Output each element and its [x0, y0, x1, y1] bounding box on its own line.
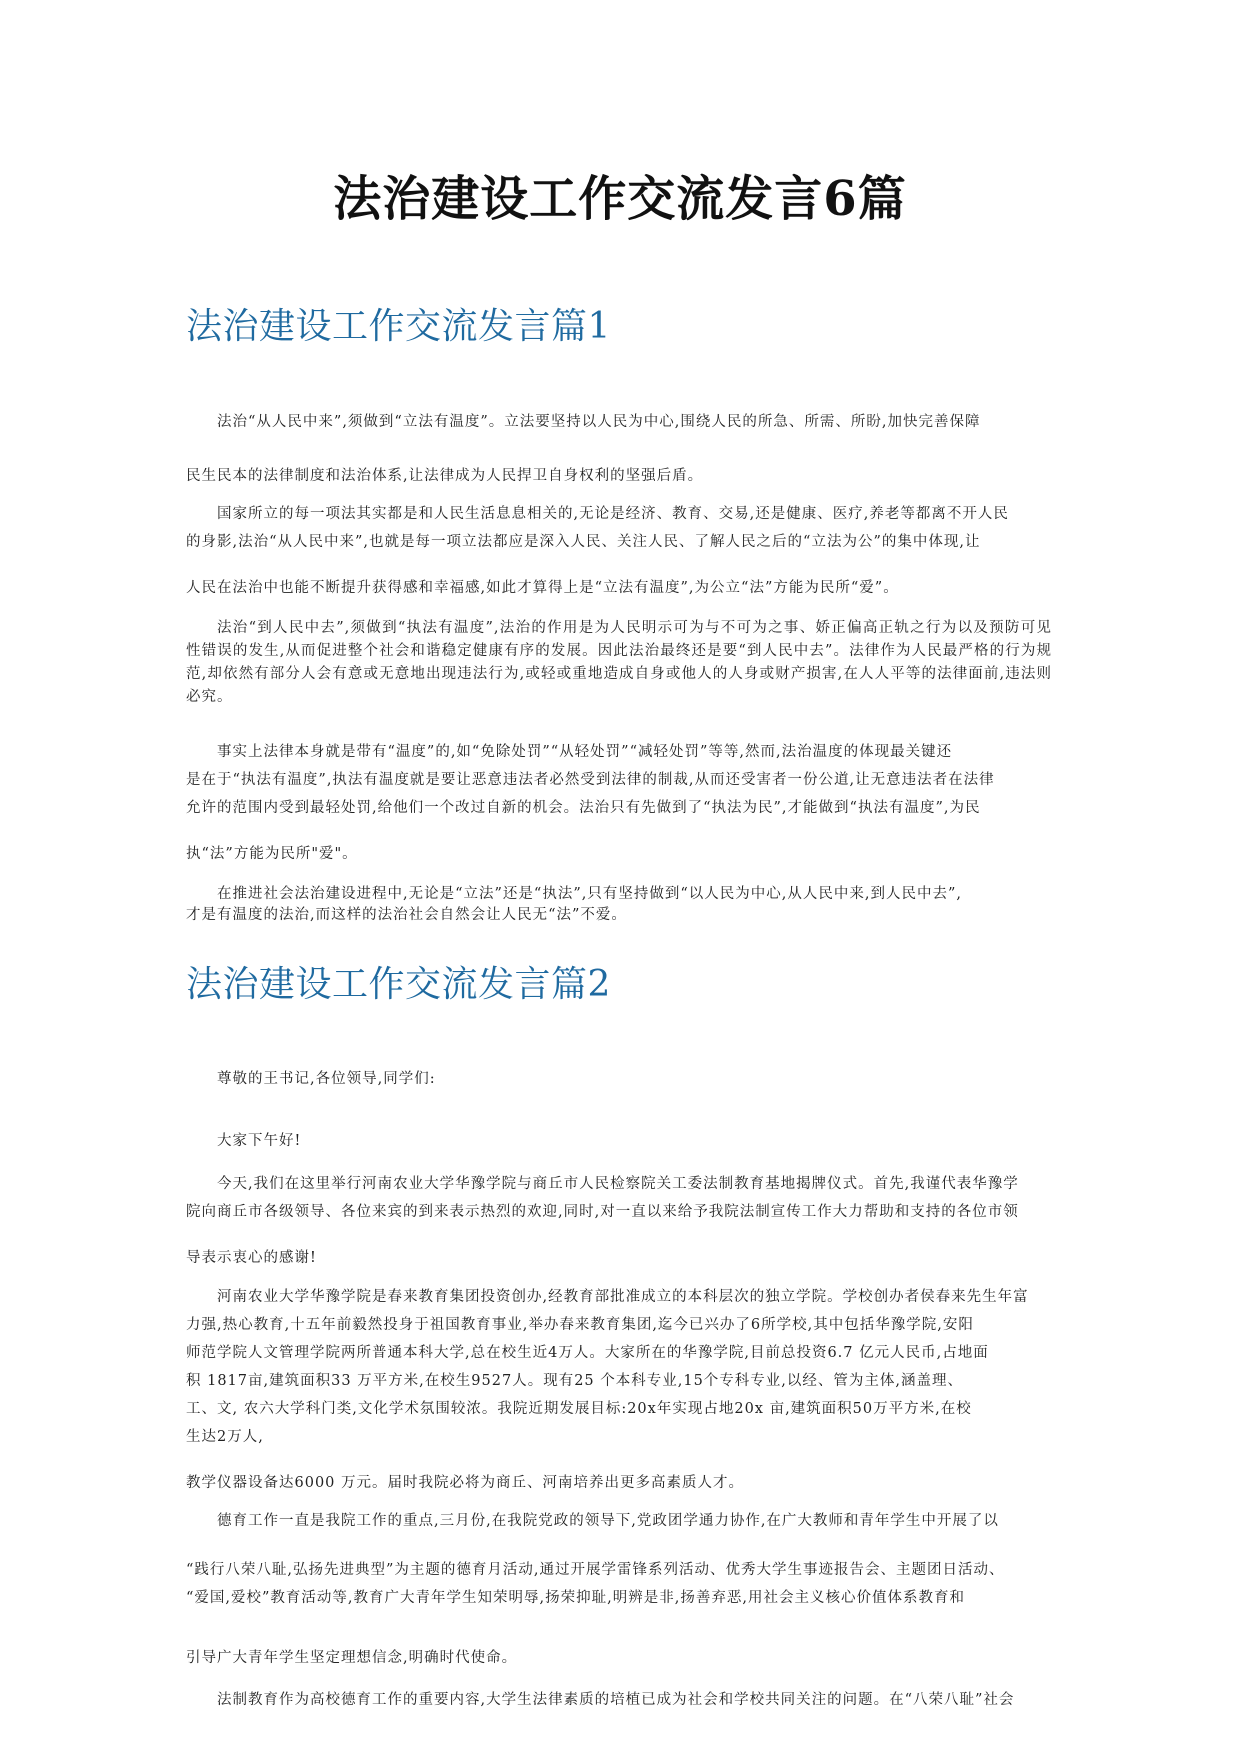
- paragraph: [186, 411, 1052, 433]
- section-1-heading: 法治建设工作交流发言篇1: [186, 306, 611, 347]
- paragraph: [186, 1130, 1052, 1152]
- text-line: 力强,热心教育,十五年前毅然投身于祖国教育事业,举办春来教育集团,迄今已兴办了6所学校,其中包括华豫学院,安阳: [186, 1317, 974, 1333]
- paragraph: [186, 1173, 1052, 1195]
- text-line: 引导广大青年学生坚定理想信念,明确时代使命。: [186, 1650, 518, 1666]
- paragraph: [186, 904, 1052, 926]
- paragraph: [186, 1510, 1052, 1532]
- paragraph: [186, 1559, 1052, 1581]
- greeting: 大家下午好!: [217, 1133, 302, 1149]
- text-line: 法治“从人民中来”,须做到“立法有温度”。立法要坚持以人民为中心,围绕人民的所急、所需、所盼,加快完善保障: [217, 414, 981, 430]
- paragraph: [186, 1370, 1052, 1392]
- paragraph: [186, 1201, 1052, 1223]
- paragraph: [186, 1426, 1052, 1448]
- paragraph: [186, 741, 1052, 763]
- text-line: “践行八荣八耻,弘扬先进典型”为主题的德育月活动,通过开展学雷锋系列活动、优秀大学生事迹报告会、主题团日活动、: [186, 1562, 1005, 1578]
- document-title: 法治建设工作交流发言6篇: [333, 171, 907, 227]
- paragraph: [186, 843, 1052, 865]
- paragraph: [186, 1247, 1052, 1269]
- text-line: 今天,我们在这里举行河南农业大学华豫学院与商丘市人民检察院关工委法制教育基地揭牌仪式。首先,我谨代表华豫学: [217, 1176, 1019, 1192]
- paragraph: 法治“到人民中去”,须做到“执法有温度”,法治的作用是为人民明示可为与不可为之事、娇正偏高正轨之行为以及预防可见性错误的发生,从而促进整个社会和谐稳定健康有序的发展。因此法治最终还是要“到人民中去”。法律作为人民最严格的行为规范,却依然有部分人会有意或无意地出现违法行为,或轻或重地造成自身或他人的人身或财产损害,在人人平等的法律面前,违法则必究。: [186, 620, 1052, 705]
- paragraph: [186, 1647, 1052, 1669]
- paragraph: [186, 1342, 1052, 1364]
- text-line: “爱国,爱校”教育活动等,教育广大青年学生知荣明辱,扬荣抑耻,明辨是非,扬善弃恶,用社会主义核心价值体系教育和: [186, 1590, 965, 1606]
- paragraph: [186, 1587, 1052, 1609]
- salutation: 尊敬的王书记,各位领导,同学们:: [217, 1071, 436, 1087]
- paragraph: [186, 769, 1052, 791]
- text-line: 是在于“执法有温度”,执法有温度就是要让恶意违法者必然受到法律的制裁,从而还受害者一份公道,让无意违法者在法律: [186, 772, 995, 788]
- text-line: 河南农业大学华豫学院是春来教育集团投资创办,经教育部批准成立的本科层次的独立学院。学校创办者侯春来先生年富: [217, 1289, 1029, 1305]
- text-line: 师范学院人文管理学院两所普通本科大学,总在校生近4万人。大家所在的华豫学院,目前总投资6.7 亿元人民币,占地面: [186, 1345, 989, 1361]
- text-line: 执“法”方能为民所"爱"。: [186, 846, 358, 862]
- paragraph: [186, 1398, 1052, 1420]
- text-line: 生达2万人,: [186, 1429, 264, 1445]
- section-2-heading: 法治建设工作交流发言篇2: [186, 964, 611, 1005]
- paragraph: [186, 531, 1052, 553]
- text-line: 的身影,法治“从人民中来”,也就是每一项立法都应是深入人民、关注人民、了解人民之后的“立法为公”的集中体现,让: [186, 534, 981, 550]
- text-line: 人民在法治中也能不断提升获得感和幸福感,如此才算得上是“立法有温度”,为公立“法”方能为民所“爱”。: [186, 580, 899, 596]
- text-line: 事实上法律本身就是带有“温度”的,如“免除处罚”“从轻处罚”“减轻处罚”等等,然而,法治温度的体现最关键还: [217, 744, 953, 760]
- paragraph: [186, 465, 1052, 487]
- paragraph: [186, 797, 1052, 819]
- paragraph: [186, 883, 1052, 905]
- text-line: 积 1817亩,建筑面积33 万平方米,在校生9527人。现有25 个本科专业,15个专科专业,以经、管为主体,涵盖理、: [186, 1373, 964, 1389]
- paragraph: [186, 1314, 1052, 1336]
- text-line: 民生民本的法律制度和法治体系,让法律成为人民捍卫自身权利的坚强后盾。: [186, 468, 704, 484]
- text-line: 允许的范围内受到最轻处罚,给他们一个改过自新的机会。法治只有先做到了“执法为民”,才能做到“执法有温度”,为民: [186, 800, 981, 816]
- text-line: 法制教育作为高校德育工作的重要内容,大学生法律素质的培植已成为社会和学校共同关注的问题。在“八荣八耻”社会: [217, 1692, 1015, 1708]
- text-line: 德育工作一直是我院工作的重点,三月份,在我院党政的领导下,党政团学通力协作,在广大教师和青年学生中开展了以: [217, 1513, 999, 1529]
- paragraph: [186, 1689, 1052, 1711]
- paragraph: [186, 1286, 1052, 1308]
- text-line: 在推进社会法治建设进程中,无论是“立法”还是“执法”,只有坚持做到“以人民为中心,从人民中来,到人民中去”,: [217, 886, 963, 902]
- text-line: 国家所立的每一项法其实都是和人民生活息息相关的,无论是经济、教育、交易,还是健康、医疗,养老等都离不开人民: [217, 506, 1009, 522]
- text-line: 院向商丘市各级领导、各位来宾的到来表示热烈的欢迎,同时,对一直以来给予我院法制宣传工作大力帮助和支持的各位市领: [186, 1204, 1019, 1220]
- paragraph: [186, 577, 1052, 599]
- paragraph: [186, 1068, 1052, 1090]
- text-line: 才是有温度的法治,而这样的法治社会自然会让人民无“法”不爱。: [186, 907, 627, 923]
- text-line: 工、文, 农六大学科门类,文化学术氛围较浓。我院近期发展目标:20x年实现占地20x 亩,建筑面积50万平方米,在校: [186, 1401, 972, 1417]
- text-line: 教学仪器设备达6000 万元。届时我院必将为商丘、河南培养出更多高素质人才。: [186, 1475, 745, 1491]
- text-line: 导表示衷心的感谢!: [186, 1250, 317, 1266]
- paragraph: [186, 503, 1052, 525]
- paragraph: [186, 1472, 1052, 1494]
